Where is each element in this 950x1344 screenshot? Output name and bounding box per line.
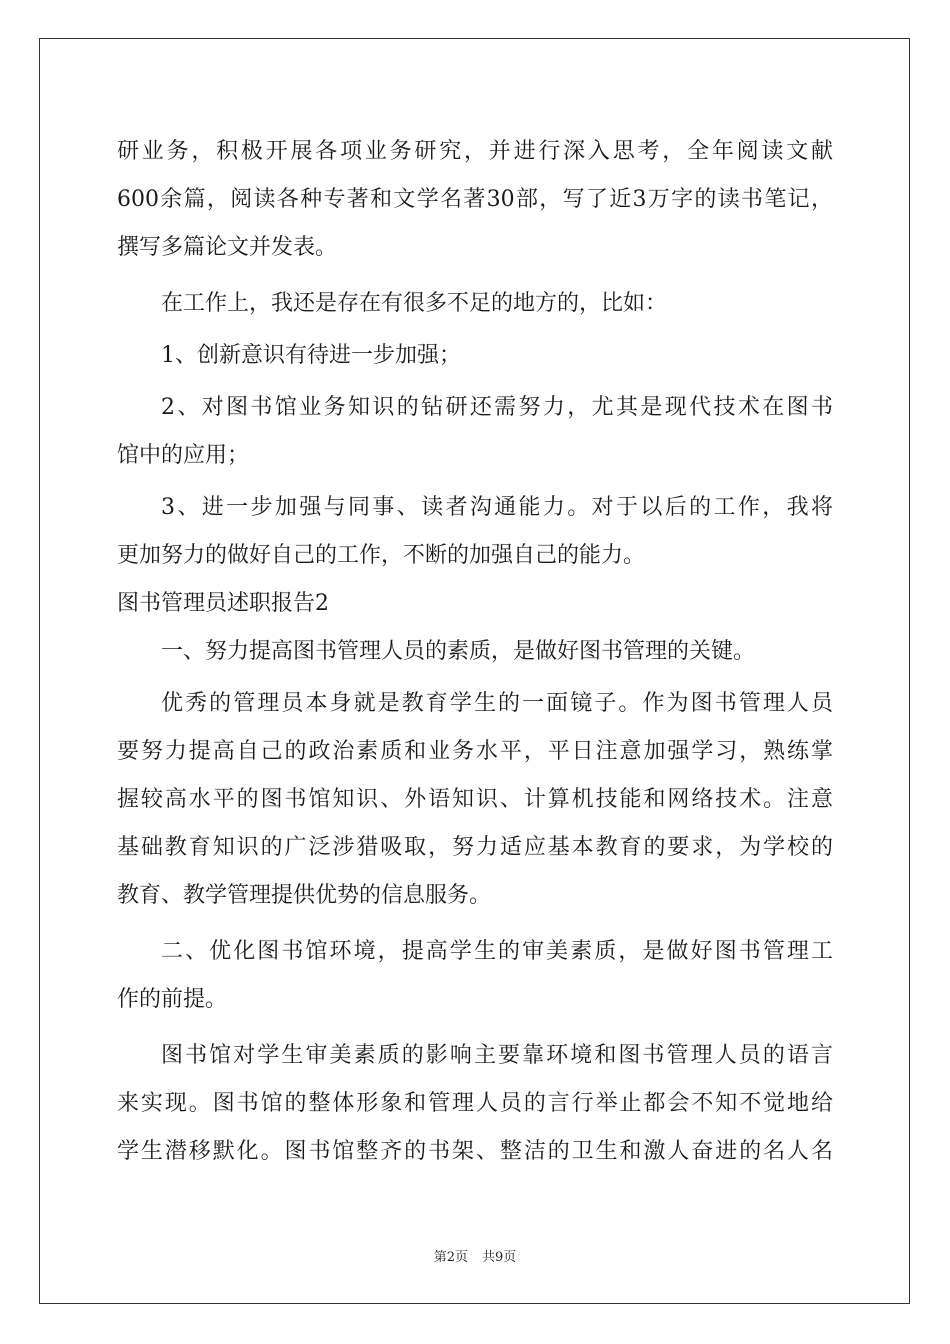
body-line: 馆中的应用； <box>117 443 250 468</box>
page-number: 第2页 <box>433 1250 468 1265</box>
body-line: 学生潜移默化。图书馆整齐的书架、整洁的卫生和激人奋进的名人名 <box>117 1139 833 1164</box>
subheading: 一、努力提高图书管理人员的素质，是做好图书管理的关键。 <box>161 639 756 664</box>
body-line: 握较高水平的图书馆知识、外语知识、计算机技能和网络技术。注意 <box>117 787 833 812</box>
body-line: 要努力提高自己的政治素质和业务水平，平日注意加强学习，熟练掌 <box>117 739 833 764</box>
body-line: 基础教育知识的广泛涉猎吸取，努力适应基本教育的要求，为学校的 <box>117 835 833 860</box>
body-line: 优秀的管理员本身就是教育学生的一面镜子。作为图书管理人员 <box>161 691 833 716</box>
list-item: 1、创新意识有待进一步加强； <box>161 343 461 368</box>
body-line: 600余篇，阅读各种专著和文学名著30部，写了近3万字的读书笔记， <box>117 187 833 212</box>
subheading: 二、优化图书馆环境，提高学生的审美素质，是做好图书管理工 <box>161 939 833 964</box>
page-footer <box>0 1246 950 1265</box>
body-line: 作的前提。 <box>117 987 228 1012</box>
body-line: 教育、教学管理提供优势的信息服务。 <box>117 883 492 908</box>
body-line: 研业务，积极开展各项业务研究，并进行深入思考，全年阅读文献 <box>117 139 833 164</box>
page-total: 共9页 <box>482 1250 517 1265</box>
body-line: 更加努力的做好自己的工作，不断的加强自己的能力。 <box>117 543 646 568</box>
body-line: 撰写多篇论文并发表。 <box>117 235 338 260</box>
list-item: 2、对图书馆业务知识的钻研还需努力，尤其是现代技术在图书 <box>161 395 833 420</box>
section-heading: 图书管理员述职报告2 <box>117 591 329 616</box>
list-item: 3、进一步加强与同事、读者沟通能力。对于以后的工作，我将 <box>161 495 833 520</box>
body-line: 来实现。图书馆的整体形象和管理人员的言行举止都会不知不觉地给 <box>117 1091 833 1116</box>
body-line: 在工作上，我还是存在有很多不足的地方的，比如： <box>161 291 668 316</box>
body-line: 图书馆对学生审美素质的影响主要靠环境和图书管理人员的语言 <box>161 1043 833 1068</box>
